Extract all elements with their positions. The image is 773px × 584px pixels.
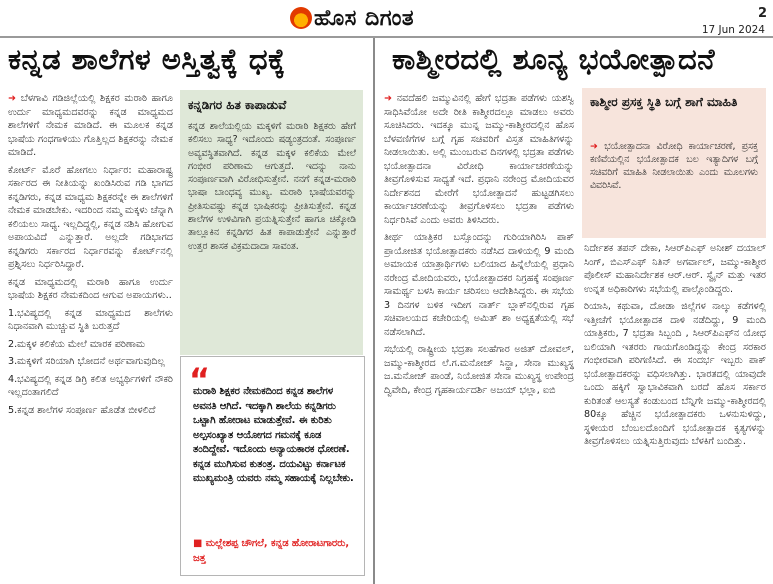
right-story-body [384,92,574,582]
newspaper-logo [290,4,414,32]
right-sidebar-title: ಕಾಶ್ಮೀರ ಪ್ರಸಕ್ತ ಸ್ಥಿತಿ ಬಗ್ಗೆ ಶಾಗೆ ಮಾಹಿತಿ [590,95,738,109]
left-list-item-3: 3.ಮಕ್ಕಳಿಗೆ ಸರಿಯಾಗಿ ಭೋದನೆ ಅರ್ಥವಾಗುವುದಿಲ್ಲ [8,356,165,367]
right-story-continued [584,242,766,582]
right-paragraph-2: ತೀರ್ಥ ಯಾತ್ರಿಕರ ಬಸ್ಸೊಂದನ್ನು ಗುರಿಯಾಗಿರಿಸಿ ಪಾಕ್ ಪ್ರಾಯೋಜಿತ ಭಯೋತ್ಪಾದಕರು ನಡೆಸಿದ ದಾಳಿಯಲ್ಲಿ 9 ಮಂದಿ ಅಮಾಯಕ ಯಾತ್ರಾರ್ಥಿಗಳು ಬಲಿಯಾದ ಹಿನ್ನೆಲೆಯಲ್ಲಿ ಪ್ರಧಾನಿ ನರೇಂದ್ರ ಮೋದಿಯವರು, ಭಯೋತ್ಪಾದಕರ ನಿಗ್ರಹಕ್ಕೆ ಸಂಪೂರ್ಣ ಸಾಮರ್ಥ್ಯ ಬಳಸಿ ಕಾರ್ಯ ಚರಿಸಲು ಆದೇಶಿಸಿದ್ದರು. ಈ ಸಭೆಯ 3 ದಿನಗಳ ಬಳಿಕ ಇದೀಗ ನಾರ್ತ್ ಬ್ಲಾಕ್‌ನಲ್ಲಿರುವ ಗೃಹ ಸಚಿವಾಲಯದ ಕಚೇರಿಯಲ್ಲಿ ಅಮಿತ್ ಶಾ ಅಧ್ಯಕ್ಷತೆಯಲ್ಲಿ ಸಭೆ ನಡೆಸಲಾಗಿದೆ. [384,232,574,338]
left-list-item-4: 4.ಭವಿಷ್ಯದಲ್ಲಿ ಕನ್ನಡ ಡಿಗ್ರಿ ಕಲಿತ ಅಭ್ಯರ್ಥಿಗಳಿಗೆ ನೌಕರಿ ಇಲ್ಲದಂತಾಗಲಿದೆ [8,373,173,398]
right-paragraph-3: ಸಭೆಯಲ್ಲಿ ರಾಷ್ಟ್ರೀಯ ಭದ್ರತಾ ಸಲಹೆಗಾರ ಅಜಿತ್ ದೋವಲ್, ಜಮ್ಮು-ಕಾಶ್ಮೀರದ ಲೆ.ಗ.ಮನೋಜ್ ಸಿನ್ಹಾ, ಸೇನಾ ಮುಖ್ಯಸ್ಥ ಜ.ಮನೋಜ್ ಪಾಂಡೆ, ನಿಯೋಜಿತ ಸೇನಾ ಮುಖ್ಯಸ್ಥ ಉಪೇಂದ್ರ ದ್ವಿವೇದಿ, ಕೇಂದ್ರ ಗೃಹಕಾರ್ಯದರ್ಶಿ ಅಜಯ್ ಭಲ್ಲಾ, ಐಬಿ [384,344,574,396]
left-headline: ಕನ್ನಡ ಶಾಲೆಗಳ ಅಸ್ತಿತ್ವಕ್ಕೆ ಧಕ್ಕೆ [8,42,286,76]
dateline-marker-icon: ➜ [8,93,21,104]
left-paragraph-3: ಕನ್ನಡ ಮಾಧ್ಯಮದಲ್ಲಿ ಮರಾಠಿ ಹಾಗೂ ಉರ್ದು ಭಾಷೆಯ ಶಿಕ್ಷಕರ ನೇಮಕದಿಂದ ಆಗುವ ಅಪಾಯಗಳು.. [8,276,173,301]
page-number: 2 [757,6,767,21]
issue-date: 17 Jun 2024 [701,24,765,36]
left-sidebar-box [180,90,363,355]
masthead-divider [0,36,773,38]
right-headline: ಕಾಶ್ಮೀರದಲ್ಲಿ ಶೂನ್ಯ ಭಯೋತ್ಪಾದನೆ [392,42,715,76]
square-bullet-icon: ■ [193,538,206,549]
right-dateline: ನವದೆಹಲಿ [396,93,428,104]
dateline-marker-icon: ➜ [384,93,397,104]
quote-text: ಮರಾಠಿ ಶಿಕ್ಷಕರ ನೇಮಕದಿಂದ ಕನ್ನಡ ಶಾಲೆಗಳ ಅವನತಿ ಆಗಿದೆ. ಇದಕ್ಕಾಗಿ ಶಾಲೆಯ ಕನ್ನಡಿಗರು ಒಟ್ಟಾಗಿ ಹೋರಾಟ ಮಾಡುತ್ತೇವೆ. ಈ ಕುರಿತು ಅಲ್ಪಸಂಖ್ಯಾತ ಆಯೋಗದ ಗಮನಕ್ಕೆ ಕೂಡ ತಂದಿದ್ದೇವೆ. ಇದೊಂದು ಅನ್ಯಾಯಕಾರಕ ಧೋರಣೆ. ಕನ್ನಡ ಮುಗಿಸುವ ಕುತಂತ್ರ. ದಯವಿಟ್ಟು ಕರ್ನಾಟಕ ಮುಖ್ಯಮಂತ್ರಿ ಯವರು ನಮ್ಮ ಸಹಾಯಕ್ಕೆ ನಿಲ್ಲಬೇಕು. [193,386,354,484]
column-divider [373,38,375,584]
right-sidebar-body: ➜ ಭಯೋತ್ಪಾದನಾ ವಿರೋಧಿ ಕಾರ್ಯಾಚರಣೆ, ಪ್ರಸಕ್ತ ಕಣಿವೆಯಲ್ಲಿನ ಭಯೋತ್ಪಾದಕ ಬಲ ಇತ್ಯಾದಿಗಳ ಬಗ್ಗೆ ಸಚಿವರಿಗೆ ಮಾಹಿತಿ ನೀಡಲಾಯಿತು ಎಂದು ಮೂಲಗಳು ವಿವರಿಸಿವೆ. [590,141,758,191]
quote-box [180,356,365,576]
quote-author: ■ ಮಲ್ಲೇಶಪ್ಪ ಚೌಗಲೆ, ಕನ್ನಡ ಹೋರಾಟಗಾರರು, ಜತ್ತ [193,538,350,564]
dateline-marker-icon: ➜ [590,141,605,152]
left-list-item-1: 1.ಭವಿಷ್ಯದಲ್ಲಿ ಕನ್ನಡ ಮಾಧ್ಯಮದ ಶಾಲೆಗಳು ನಿಧಾನವಾಗಿ ಮುಚ್ಚುವ ಸ್ಥಿತಿ ಬರುತ್ತದೆ [8,307,173,332]
masthead [0,0,773,36]
left-story-body [8,92,173,582]
left-sidebar-body: ಕನ್ನಡ ಶಾಲೆಯಲ್ಲಿಯ ಮಕ್ಕಳಿಗೆ ಮರಾಠಿ ಶಿಕ್ಷಕರು ಹೇಗೆ ಕಲಿಸಲು ಸಾಧ್ಯ? ಇದೊಂದು ಷಡ್ಯಂತ್ರದಂತೆ. ಸಂಪೂರ್ಣ ಅವ್ಯವಸ್ಥಿತವಾಗಿದೆ. ಕನ್ನಡ ಮಕ್ಕಳ ಕಲಿಕೆಯ ಮೇಲೆ ಗಂಭೀರ ಪರಿಣಾಮ ಆಗುತ್ತದೆ. ಇದನ್ನು ನಾನು ಸಂಪೂರ್ಣವಾಗಿ ವಿರೋಧಿಸುತ್ತೇನೆ. ನನಗೆ ಕನ್ನಡ-ಮರಾಠಿ ಭಾಷಾ ಬಾಂಧವ್ಯ ಮುಖ್ಯ. ಮರಾಠಿ ಭಾಷೆಯವರನ್ನು ಪ್ರೀತಿಸುವಷ್ಟು ಕನ್ನಡ ಭಾಷಿಕರನ್ನು ಪ್ರೀತಿಸುತ್ತೇನೆ. ಕನ್ನಡ ಶಾಲೆಗಳ ಉಳಿವಿಗಾಗಿ ಪ್ರಯತ್ನಿಸುತ್ತೇನೆ ಹಾಗೂ ಚಿಕ್ಕೋಡಿ ತಾಲ್ಲೂಕಿನ ಕನ್ನಡಿಗರ ಹಿತ ಕಾಪಾಡುತ್ತೇನೆ ಎನ್ನುತ್ತಾರೆ ಉತ್ತರ ಶಾಸಕ ವಿಕ್ರಮದಾದಾ ಸಾವಂತ. [188,121,356,252]
left-paragraph-1: ➜ ಬೆಳಗಾವಿ ಗಡಿಜಿಲ್ಲೆಯಲ್ಲಿ ಶಿಕ್ಷಕರ ಮರಾಠಿ ಹಾಗೂ ಉರ್ದು ಮಾಧ್ಯಮದವರನ್ನು ಕನ್ನಡ ಮಾಧ್ಯಮದ ಶಾಲೆಗಳಿಗೆ ನೇಮಕ ಮಾಡಿದೆ. ಈ ಮೂಲಕ ಕನ್ನಡ ಭಾಷೆಯ ಗಂಧಗಾಳಿಯು ಗೊತ್ತಿಲ್ಲದ ಶಿಕ್ಷಕರನ್ನು ನೇಮಕ ಮಾಡಿದೆ. [8,93,173,158]
newspaper-name: ಹೊಸ ದಿಗಂತ [314,5,415,31]
left-dateline: ಬೆಳಗಾವಿ [20,93,48,104]
left-sidebar-title: ಕನ್ನಡಿಗರ ಹಿತ ಕಾಪಾಡುವೆ [188,98,287,112]
right-paragraph-5: ರಿಯಾಸಿ, ಕಥುವಾ, ದೋಡಾ ಜಿಲ್ಲೆಗಳ ನಾಲ್ಕು ಕಡೆಗಳಲ್ಲಿ ಇತ್ತೀಚೆಗೆ ಭಯೋತ್ಪಾದಕ ದಾಳಿ ನಡೆದಿದ್ದು, 9 ಮಂದಿ ಯಾತ್ರಿಕರು, 7 ಭದ್ರತಾ ಸಿಬ್ಬಂದಿ , ಸಿಆರ್‌ಪಿಎಫ್‌ನ ಯೋಧ ಬಲಿಯಾಗಿ ಇತರರು ಗಾಯಗೊಂಡಿದ್ದನ್ನು ಕೇಂದ್ರ ಸರಕಾರ ಗಂಭೀರವಾಗಿ ಪರಿಗಣಿಸಿದೆ. ಈ ಸಂದರ್ಭ ಇಬ್ಬರು ಪಾಕ್ ಭಯೋತ್ಪಾದಕರನ್ನು ವಧಿಸಲಾಗಿತ್ತು. ಭಾರತದಲ್ಲಿ ಯಾವುದೇ ಒಂದು ಹಕ್ಕಿಗೆ ಸ್ವಾಭಾವಿಕವಾಗಿ ಬರದೆ ಹೊಸ ಸರ್ಕಾರ ಕುರಿತಂತೆ ಆಲಸ್ಯತೆ ಕಂಡುಬಂದ ಬೆನ್ನಿಗೇ ಜಮ್ಮು-ಕಾಶ್ಮೀರದಲ್ಲಿ 80ಕ್ಕೂ ಹೆಚ್ಚಿನ ಭಯೋತ್ಪಾದಕರು ಒಳನುಸುಳಿದ್ದು, ಸ್ಥಳೀಯರ ಬೆಂಬಲದೊಂದಿಗೆ ಭಯೋತ್ಪಾದಕ ಕೃತ್ಯಗಳನ್ನು ತೀವ್ರಗೊಳಿಸಲು ಯತ್ನಿಸುತ್ತಿರುವುದು ಬೆಳಕಿಗೆ ಬಂದಿತ್ತು. [584,301,766,447]
left-list-item-2: 2.ಮಕ್ಕಳ ಕಲಿಕೆಯ ಮೇಲೆ ಮಾರಕ ಪರಿಣಾಮ [8,338,146,350]
right-sidebar-box [582,88,766,238]
quote-mark-icon: “ [189,361,211,399]
left-list-item-5: 5.ಕನ್ನಡ ಶಾಲೆಗಳ ಸಂಪೂರ್ಣ ಹೊಡೆತ ಬೀಳಲಿದೆ [8,404,156,416]
right-paragraph-1: ➜ ನವದೆಹಲಿ ಜಮ್ಮುವಿನಲ್ಲಿ ಹೇಗೆ ಭದ್ರತಾ ಪಡೆಗಳು ಯಶಸ್ವಿ ಸಾಧಿಸಿವೆಯೋ ಅದೇ ರೀತಿ ಕಾಶ್ಮೀರದಲ್ಲೂ ಮಾಡಲು ಅವರು ಸೂಚಿಸಿದರು. ಇದಕ್ಕೂ ಮುನ್ನ ಜಮ್ಮು-ಕಾಶ್ಮೀರದಲ್ಲಿನ ಹೊಸ ಬೆಳವಣಿಗೆಗಳ ಬಗ್ಗೆ ಗೃಹ ಸಚಿವರಿಗೆ ವಿಸ್ತತ ಮಾಹಿತಿಗಳನ್ನು ನೀಡಲಾಯಿತು. ಅಲ್ಲಿ ಮುಂಬರುವ ದಿನಗಳಲ್ಲಿ ಭದ್ರತಾ ಪಡೆಗಳು ಭಯೋತ್ಪಾದನಾ ವಿರೋಧಿ ಕಾರ್ಯಾಚರಣೆಯನ್ನು ತೀವ್ರಗೊಳಿಸುವ ಸಾಧ್ಯತೆ ಇದೆ. ಪ್ರಧಾನಿ ನರೇಂದ್ರ ಮೋದಿಯವರ ನಿರ್ದೇಶನದ ಮೇರೆಗೆ ಭಯೋತ್ಪಾದನೆ ಹುಟ್ಟಡಗಿಸಲು ಕಾರ್ಯಾಚರಣೆಯನ್ನು ತೀವ್ರಗೊಳಿಸಲು ಭದ್ರತಾ ಪಡೆಗಳು ನಿರ್ಧರಿಸಿವೆ ಎಂದು ಅವರು ತಿಳಿಸಿದರು. [384,93,574,226]
left-paragraph-2: ಕೋರ್ಟ್ ಮೊರೆ ಹೋಗಲು ನಿರ್ಧಾರ: ಮಹಾರಾಷ್ಟ್ರ ಸರ್ಕಾರದ ಈ ನೀತಿಯನ್ನು ಖಂಡಿಸಿರುವ ಗಡಿ ಭಾಗದ ಕನ್ನಡಿಗರು, ಕನ್ನಡ ಮಾಧ್ಯಮ ಶಿಕ್ಷಕರನ್ನೇ ಈ ಶಾಲೆಗಳಿಗೆ ನೇಮಕ ಮಾಡಬೇಕು. ಇದರಿಂದ ನಮ್ಮ ಮಕ್ಕಳು ಚೆನ್ನಾಗಿ ಕಲಿಯಲು ಸಾಧ್ಯ. ಇಲ್ಲದಿದ್ದಲ್ಲಿ, ಕನ್ನಡ ನಶಿಸಿ ಹೋಗುವ ಅಪಾಯವಿದೆ ಎನ್ನುತ್ತಾರೆ. ಅಲ್ಲದೇ ಗಡಿಭಾಗದ ಕನ್ನಡಿಗರು ಸರ್ಕಾರದ ನಿರ್ಧಾರವನ್ನು ಕೋರ್ಟ್‌ನಲ್ಲಿ ಪ್ರಶ್ನಿಸಲು ನಿರ್ಧರಿಸಿದ್ದಾರೆ. [8,164,173,270]
sun-logo-icon [290,7,312,29]
right-paragraph-4: ನಿರ್ದೇಶಕ ತಪನ್ ದೇಕಾ, ಸಿಆರ್‌ಪಿಎಫ್ ಅನೀಶ್ ದಯಾಲ್ ಸಿಂಗ್, ಬಿಎಸ್‌ಎಫ್ ನಿತಿನ್ ಅಗರ್ವಾಲ್, ಜಮ್ಮು-ಕಾಶ್ಮೀರ ಪೊಲೀಸ್ ಮಹಾನಿರ್ದೇಶಕ ಆರ್.ಆರ್. ಸ್ವೈನ್ ಮತ್ತು ಇತರ ಉನ್ನತ ಅಧಿಕಾರಿಗಳು ಸಭೆಯಲ್ಲಿ ಪಾಲ್ಗೊಂಡಿದ್ದರು. [584,243,766,295]
